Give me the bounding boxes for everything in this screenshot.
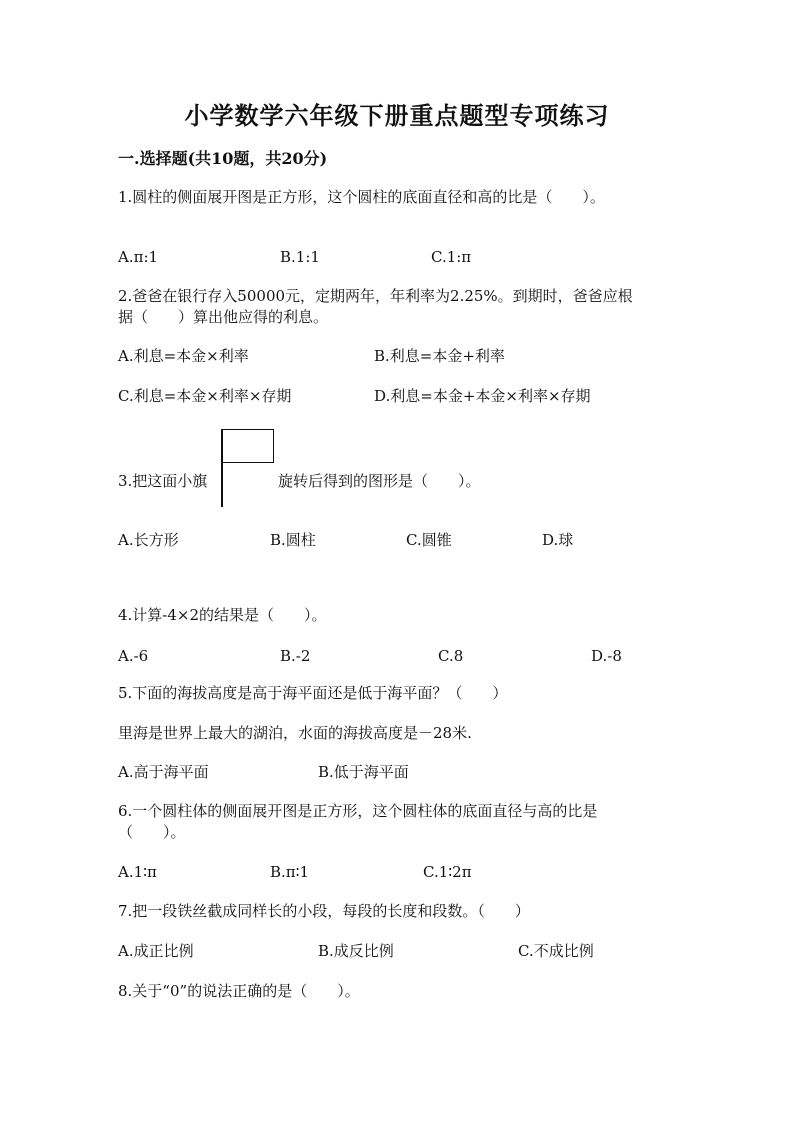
- q7-option-a[interactable]: A.成正比例: [118, 942, 194, 960]
- question-5-stem: 5.下面的海拔高度是高于海平面还是低于海平面？（ ）: [118, 684, 508, 702]
- q7-option-b[interactable]: B.成反比例: [318, 942, 394, 960]
- question-8-stem: 8.关于“0”的说法正确的是（ ）。: [118, 982, 360, 1000]
- q2-option-d[interactable]: D.利息=本金+本金×利率×存期: [374, 387, 591, 405]
- q2-option-b[interactable]: B.利息=本金+利率: [374, 347, 505, 365]
- q3-option-c[interactable]: C.圆锥: [406, 531, 452, 549]
- q3-option-b[interactable]: B.圆柱: [270, 531, 316, 549]
- q3-option-d[interactable]: D.球: [542, 531, 574, 549]
- q2-option-c[interactable]: C.利息=本金×利率×存期: [118, 387, 292, 405]
- q1-option-c[interactable]: C.1:π: [431, 248, 472, 266]
- page-title: 小学数学六年级下册重点题型专项练习: [184, 101, 610, 130]
- q6-option-c[interactable]: C.1∶2π: [423, 863, 472, 881]
- q3-option-a[interactable]: A.长方形: [118, 531, 179, 549]
- q4-option-d[interactable]: D.-8: [591, 647, 622, 665]
- question-6-stem-line1: 6.一个圆柱体的侧面展开图是正方形，这个圆柱体的底面直径与高的比是: [118, 802, 598, 820]
- question-2-stem-line2: 据（ ）算出他应得的利息。: [118, 308, 329, 326]
- question-3-stem-after: 旋转后得到的图形是（ ）。: [278, 472, 481, 490]
- question-5-context: 里海是世界上最大的湖泊，水面的海拔高度是－28米.: [118, 724, 472, 742]
- q6-option-b[interactable]: B.π∶1: [270, 863, 310, 881]
- q2-option-a[interactable]: A.利息=本金×利率: [118, 347, 249, 365]
- question-7-stem: 7.把一段铁丝截成同样长的小段，每段的长度和段数。（ ）: [118, 902, 530, 920]
- q1-option-b[interactable]: B.1:1: [280, 248, 320, 266]
- q4-option-a[interactable]: A.-6: [118, 647, 149, 665]
- question-2-stem-line1: 2.爸爸在银行存入50000元，定期两年，年利率为2.25%。到期时，爸爸应根: [118, 287, 633, 305]
- question-6-stem-line2: （ ）。: [118, 823, 186, 841]
- question-3-stem-before: 3.把这面小旗: [118, 472, 208, 490]
- question-1-stem: 1.圆柱的侧面展开图是正方形，这个圆柱的底面直径和高的比是（ ）。: [118, 188, 605, 206]
- q5-option-b[interactable]: B.低于海平面: [318, 763, 409, 781]
- question-4-stem: 4.计算-4×2的结果是（ ）。: [118, 606, 327, 624]
- q7-option-c[interactable]: C.不成比例: [518, 942, 594, 960]
- q1-option-a[interactable]: A.π:1: [118, 248, 159, 266]
- q5-option-a[interactable]: A.高于海平面: [118, 763, 209, 781]
- q4-option-c[interactable]: C.8: [438, 647, 464, 665]
- section-heading: 一.选择题(共10题，共20分): [118, 149, 328, 168]
- q6-option-a[interactable]: A.1∶π: [118, 863, 157, 881]
- q4-option-b[interactable]: B.-2: [280, 647, 311, 665]
- flag-rectangle: [222, 429, 274, 463]
